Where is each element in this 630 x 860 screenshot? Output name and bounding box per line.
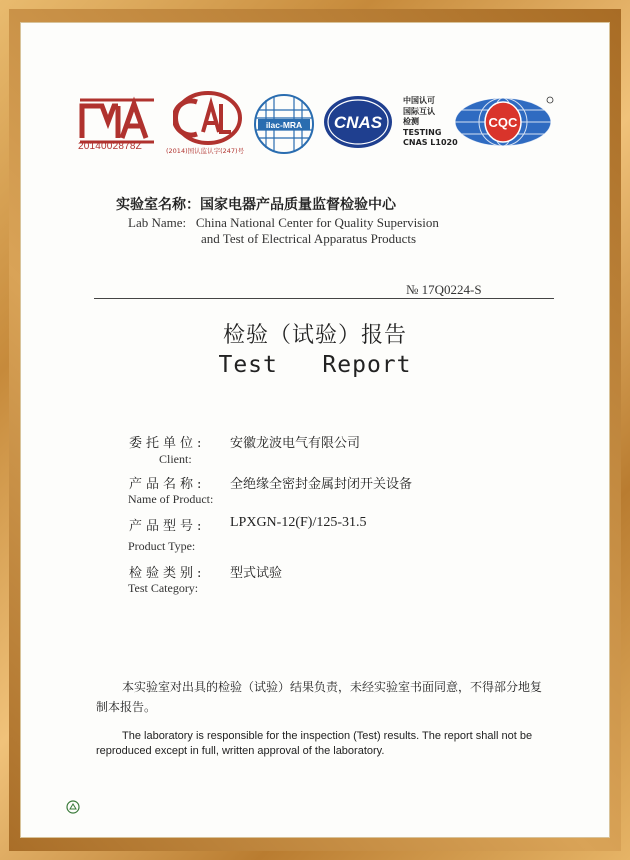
lab-value-cn: 国家电器产品质量监督检验中心 — [200, 197, 396, 213]
cnas-line-5: CNAS L1020 — [403, 138, 458, 147]
statement-en: The laboratory is responsible for the inspection (Test) results. The report shall not be reproduced except in full, written approval of the laboratory. — [96, 730, 533, 757]
lab-name-cn — [116, 194, 396, 214]
svg-text:CNAS: CNAS — [333, 113, 383, 132]
divider-line — [94, 298, 554, 299]
product-type-label-en: Product Type: — [128, 539, 196, 553]
cnas-line-1: 中国认可 — [403, 96, 435, 105]
report-number: № 17Q0224-S — [406, 282, 482, 297]
cnas-accreditation-text — [403, 96, 458, 149]
cnas-line-3: 检测 — [403, 117, 419, 126]
environment-mark-icon — [66, 800, 80, 814]
statement-cn: 本实验室对出具的检验（试验）结果负责，未经实验室书面同意，不得部分地复制本报告。 — [96, 680, 543, 714]
client-label-cn: 委托单位: — [129, 436, 206, 451]
cal-code: (2014)国认监认字(247)号 — [166, 147, 245, 155]
client-value: 安徽龙波电气有限公司 — [230, 436, 361, 451]
svg-text:CQC: CQC — [488, 115, 518, 130]
report-title-en: Test Report — [218, 352, 412, 378]
product-name-label-cn: 产品名称: — [129, 477, 206, 492]
cal-logo-icon — [173, 90, 243, 146]
lab-value-en-2: and Test of Electrical Apparatus Products — [201, 231, 417, 246]
product-type-value: LPXGN-12(F)/125-31.5 — [230, 515, 367, 530]
product-name-value: 全绝缘全密封金属封闭开关设备 — [230, 477, 413, 492]
lab-name-en-line1 — [128, 215, 439, 231]
test-category-label-en: Test Category: — [128, 581, 199, 595]
lab-label-cn: 实验室名称： — [116, 197, 200, 213]
client-label-en: Client: — [159, 452, 192, 466]
cnas-line-4: TESTING — [403, 127, 442, 137]
cma-code: 2014002878Z — [78, 141, 142, 152]
svg-text:ilac-MRA: ilac-MRA — [265, 120, 303, 130]
lab-label-en: Lab Name: — [128, 215, 187, 230]
cnas-line-2: 国际互认 — [403, 106, 435, 116]
test-category-label-cn: 检验类别: — [129, 566, 206, 581]
cqc-globe-logo-icon — [452, 96, 554, 148]
test-category-value: 型式试验 — [230, 566, 283, 581]
report-title-cn: 检验（试验）报告 — [222, 323, 407, 348]
product-type-label-cn: 产品型号: — [129, 519, 206, 534]
lab-value-en-1: China National Center for Quality Supervision — [195, 215, 439, 230]
cnas-logo-icon — [322, 94, 394, 150]
certificate-page — [20, 22, 610, 838]
product-name-label-en: Name of Product: — [128, 492, 214, 506]
ilac-mra-logo-icon — [252, 92, 316, 156]
